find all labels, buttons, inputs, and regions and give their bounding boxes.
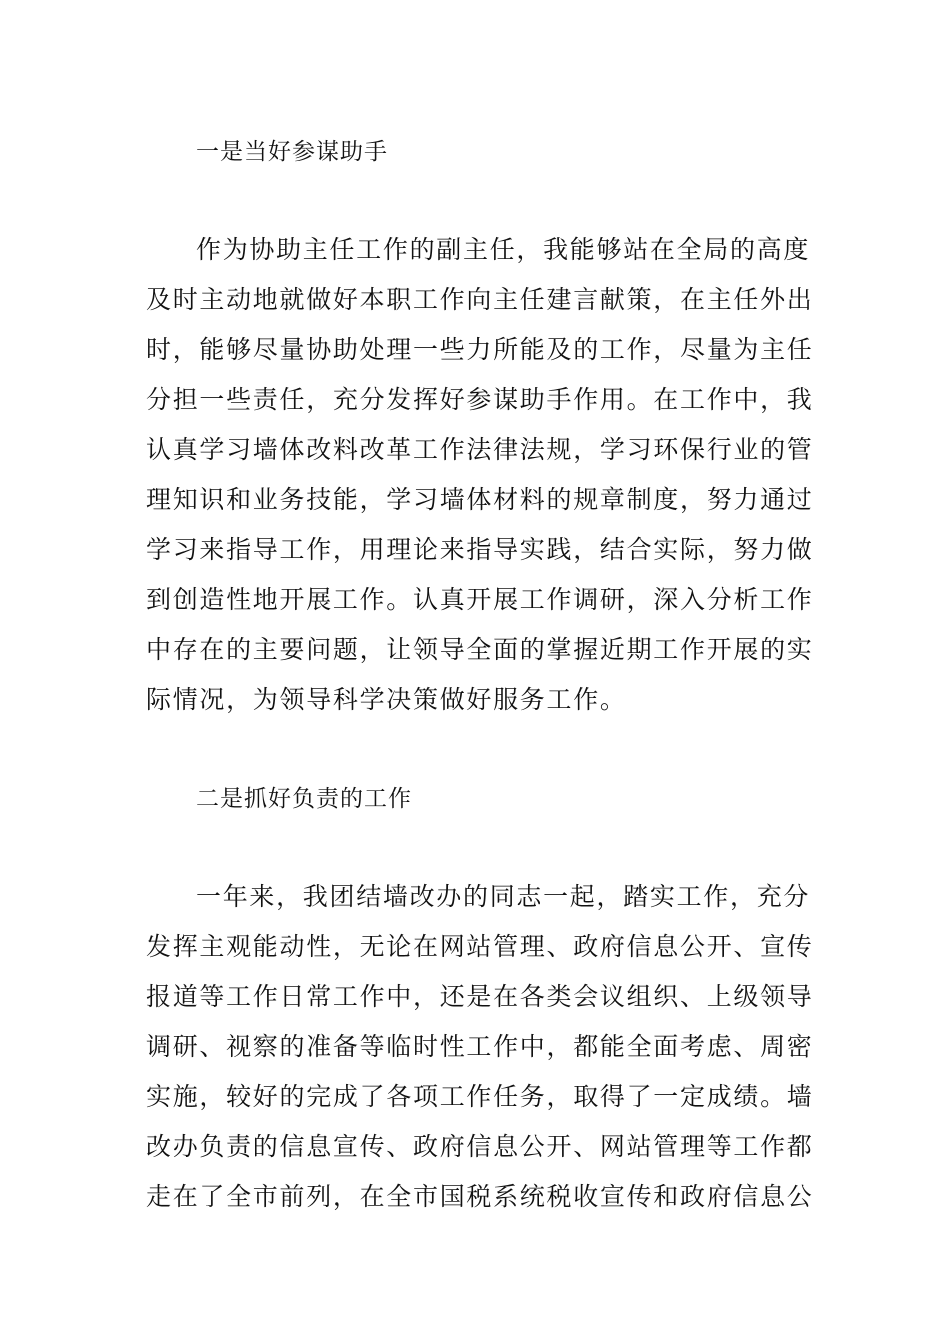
paragraph-line: 作为协助主任工作的副主任，我能够站在全局的高度 <box>196 235 811 264</box>
paragraph-line: 实施，较好的完成了各项工作任务，取得了一定成绩。墙 <box>146 1082 814 1111</box>
paragraph-line: 分担一些责任，充分发挥好参谋助手作用。在工作中，我 <box>146 385 814 414</box>
section-heading-2: 二是抓好负责的工作 <box>196 786 412 812</box>
paragraph-line: 改办负责的信息宣传、政府信息公开、网站管理等工作都 <box>146 1132 814 1161</box>
paragraph-line: 及时主动地就做好本职工作向主任建言献策，在主任外出 <box>146 285 814 314</box>
paragraph-line: 认真学习墙体改料改革工作法律法规，学习环保行业的管 <box>146 435 814 464</box>
paragraph-line: 报道等工作日常工作中，还是在各类会议组织、上级领导 <box>146 982 814 1011</box>
paragraph-line: 到创造性地开展工作。认真开展工作调研，深入分析工作 <box>146 585 814 614</box>
paragraph-1 <box>146 225 816 725</box>
paragraph-line: 发挥主观能动性，无论在网站管理、政府信息公开、宣传 <box>146 932 814 961</box>
paragraph-line: 走在了全市前列，在全市国税系统税收宣传和政府信息公 <box>146 1182 814 1211</box>
paragraph-line: 中存在的主要问题，让领导全面的掌握近期工作开展的实 <box>146 635 814 664</box>
paragraph-line: 理知识和业务技能，学习墙体材料的规章制度，努力通过 <box>146 485 814 514</box>
paragraph-line: 时，能够尽量协助处理一些力所能及的工作，尽量为主任 <box>146 335 814 364</box>
paragraph-line: 一年来，我团结墙改办的同志一起，踏实工作，充分 <box>196 882 811 911</box>
section-heading-1: 一是当好参谋助手 <box>196 139 388 165</box>
paragraph-line: 调研、视察的准备等临时性工作中，都能全面考虑、周密 <box>146 1032 814 1061</box>
paragraph-line: 际情况，为领导科学决策做好服务工作。 <box>146 685 627 714</box>
paragraph-line: 学习来指导工作，用理论来指导实践，结合实际，努力做 <box>146 535 814 564</box>
paragraph-2 <box>146 872 816 1222</box>
